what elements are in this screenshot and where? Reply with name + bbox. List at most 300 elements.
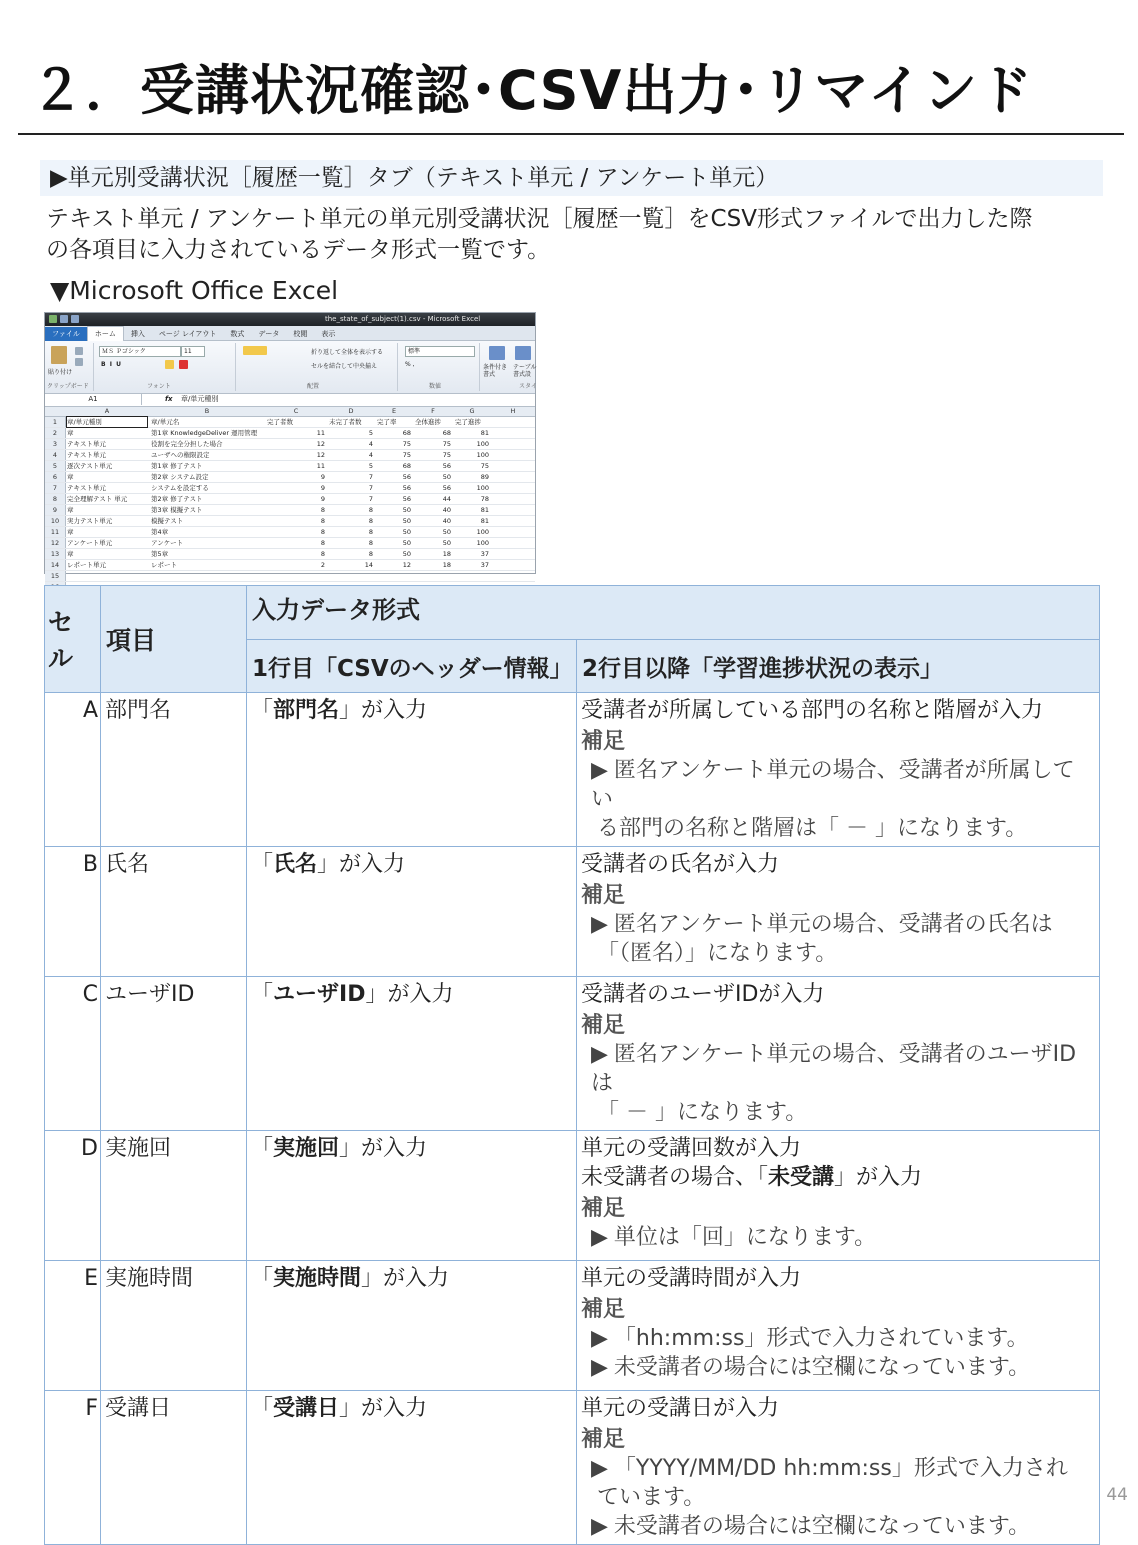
excel-cell: 68: [402, 429, 411, 437]
excel-row: [45, 538, 535, 549]
cell-letter: D: [45, 1131, 101, 1261]
row-number: 5: [45, 461, 66, 471]
format-line: [581, 980, 1095, 1009]
header-cell: セル: [45, 586, 101, 693]
excel-cell: 9: [320, 495, 325, 503]
excel-cell: 56: [402, 495, 411, 503]
format-line: [581, 696, 1095, 725]
header-value: ユーザID: [273, 982, 366, 1007]
number-format-box: 標準: [405, 346, 475, 357]
column-header: B: [204, 407, 210, 415]
description-line: の各項目に入力されているデータ形式一覧です。: [46, 237, 551, 263]
cell-letter: E: [45, 1261, 101, 1391]
format-line: [581, 1394, 1095, 1423]
excel-cell: 8: [320, 528, 325, 536]
excel-cell: レポート: [151, 561, 177, 569]
excel-cell: 完了者数: [267, 418, 293, 426]
page-title: ２．受講状況確認･CSV出力･リマインド: [30, 59, 1034, 122]
excel-cell: 役割を完全分担した場合: [151, 440, 223, 448]
formula-value: 章/単元種別: [181, 395, 219, 403]
font-color-icon: [179, 360, 188, 369]
font-size-box: 11: [181, 346, 205, 357]
excel-row: [45, 450, 535, 461]
bracket-open: 「: [251, 1266, 274, 1291]
excel-cell: 100: [476, 451, 489, 459]
excel-cell: 75: [442, 451, 451, 459]
item-name: 氏名: [101, 847, 247, 977]
excel-cell: 5: [368, 462, 373, 470]
section-heading: ▶単元別受講状況［履歴一覧］タブ（テキスト単元 / アンケート単元）: [40, 160, 1103, 196]
header-item: 項目: [101, 586, 247, 693]
header-format: [247, 847, 577, 977]
note-line: [581, 910, 1095, 939]
excel-cell: 75: [442, 440, 451, 448]
note-line: [581, 1454, 1095, 1483]
excel-row: [45, 461, 535, 472]
excel-row: [45, 505, 535, 516]
header-value: 実施時間: [273, 1266, 362, 1291]
note-text: 匿名アンケート単元の場合、受講者の氏名は: [613, 912, 1053, 937]
item-name: 実施回: [101, 1131, 247, 1261]
excel-ribbon-tabs: [45, 326, 535, 341]
excel-row: [45, 494, 535, 505]
undo-icon: [71, 315, 79, 323]
excel-tab: ページ レイアウト: [158, 330, 217, 338]
item-name: 受講日: [101, 1391, 247, 1545]
excel-tab: ホーム: [87, 326, 124, 341]
column-header: F: [431, 407, 435, 415]
excel-cell: 章/単元名: [151, 418, 180, 426]
note-title: 補足: [581, 883, 626, 908]
note-line: [581, 1324, 1095, 1353]
excel-cell: 11: [316, 429, 325, 437]
data-format: [577, 1391, 1100, 1545]
excel-cell: 100: [476, 528, 489, 536]
header-value: 氏名: [273, 852, 318, 877]
excel-cell: テキスト単元: [67, 451, 106, 459]
header-format: [247, 977, 577, 1131]
bracket-open: 「: [251, 1136, 274, 1161]
excel-tab: 表示: [321, 330, 336, 338]
row-number: 15: [45, 571, 66, 581]
save-icon: [60, 315, 68, 323]
excel-cell: 50: [402, 539, 411, 547]
excel-cell: 第1章 KnowledgeDeliver 運用管理: [151, 429, 258, 437]
font-name-box: ＭＳ Ｐゴシック: [99, 346, 181, 357]
excel-row: [45, 428, 535, 439]
excel-row: [45, 560, 535, 571]
excel-cell: 8: [368, 528, 373, 536]
header-format: [247, 1391, 577, 1545]
excel-tab: 校閲: [293, 330, 308, 338]
excel-cell: 未完了者数: [329, 418, 362, 426]
conditional-format-icon: [489, 346, 505, 360]
data-format-table: [44, 585, 1100, 1545]
header-suffix: 」が入力: [339, 1136, 428, 1161]
excel-tab: 挿入: [130, 330, 145, 338]
note-arrow-icon: ▶: [591, 758, 608, 783]
excel-cell: 81: [480, 429, 489, 437]
table-row: [45, 693, 1100, 847]
excel-cell: 全体進捗: [415, 418, 441, 426]
excel-logo-icon: [49, 315, 57, 323]
quick-access-toolbar: [49, 315, 109, 324]
description: [46, 204, 1106, 266]
excel-cell: 2: [320, 561, 325, 569]
data-format: [577, 693, 1100, 847]
excel-cell: 89: [480, 473, 489, 481]
table-format-icon: [515, 346, 531, 360]
row-number: 8: [45, 494, 66, 504]
column-header: A: [104, 407, 110, 415]
format-line: [581, 1163, 1095, 1192]
formula-bar: [45, 394, 535, 407]
excel-cell: 第3章 模擬テスト: [151, 506, 203, 514]
note-title: 補足: [581, 1196, 626, 1221]
note-text: 匿名アンケート単元の場合、受講者が所属してい: [591, 758, 1075, 812]
data-format: [577, 847, 1100, 977]
note-text: ています。: [597, 1485, 706, 1510]
header-value: 実施回: [273, 1136, 340, 1161]
alignment-group-label: 配置: [307, 383, 320, 390]
note-arrow-icon: ▶: [591, 1042, 608, 1067]
table-format-label: テーブル 書式設: [513, 364, 537, 378]
excel-cell: 完了進捗: [455, 418, 481, 426]
fx-icon: fx: [165, 395, 173, 403]
note-line: [581, 756, 1095, 814]
table-row: [45, 1261, 1100, 1391]
header-value: 部門名: [273, 698, 340, 723]
excel-cell: 75: [480, 462, 489, 470]
excel-cell: 56: [442, 462, 451, 470]
note-line: [581, 939, 1095, 968]
excel-cell: 8: [320, 550, 325, 558]
excel-cell: 章: [67, 550, 74, 558]
row-number: 10: [45, 516, 66, 526]
excel-cell: 100: [476, 484, 489, 492]
excel-cell: 50: [402, 550, 411, 558]
excel-row: [45, 516, 535, 527]
header-input-format: 入力データ形式: [247, 586, 1100, 640]
excel-cell: 9: [320, 484, 325, 492]
number-group-label: 数値: [429, 383, 442, 390]
excel-cell: 14: [364, 561, 373, 569]
excel-cell: 50: [402, 517, 411, 525]
description-line: テキスト単元 / アンケート単元の単元別受講状況［履歴一覧］をCSV形式ファイルで出力した際: [46, 206, 1033, 232]
excel-tab: ファイル: [45, 327, 87, 341]
excel-cell: 11: [316, 462, 325, 470]
column-header-row: [45, 407, 535, 417]
excel-cell: 8: [320, 539, 325, 547]
note-arrow-icon: ▶: [591, 912, 608, 937]
excel-cell: 56: [442, 484, 451, 492]
paste-label: 貼り付け: [48, 369, 73, 376]
column-header: D: [348, 407, 354, 415]
title-divider: [18, 133, 1124, 135]
excel-row: [45, 439, 535, 450]
item-name: 実施時間: [101, 1261, 247, 1391]
line-text: 単元の受講日が入力: [581, 1396, 780, 1421]
styles-group: [481, 343, 541, 391]
row-number: 13: [45, 549, 66, 559]
excel-cell: 8: [368, 506, 373, 514]
excel-cell: 40: [442, 517, 451, 525]
row-number: 2: [45, 428, 66, 438]
row-number: 9: [45, 505, 66, 515]
conditional-format-label: 条件付き 書式: [483, 364, 508, 378]
paste-icon: [51, 346, 67, 364]
bracket-open: 「: [251, 698, 274, 723]
line-text: 単元の受講回数が入力: [581, 1136, 802, 1161]
excel-cell: 章: [67, 506, 74, 514]
header-suffix: 」が入力: [317, 852, 406, 877]
header-row2: 2行目以降「学習進捗状況の表示」: [577, 640, 1100, 693]
bold-icon: B I U: [101, 361, 122, 368]
note-text: 「YYYY/MM/DD hh:mm:ss」形式で入力され: [613, 1456, 1068, 1481]
table-row: [45, 847, 1100, 977]
format-line: [581, 1264, 1095, 1293]
excel-cell: テキスト単元: [67, 440, 106, 448]
note-text: 「（匿名）」になります。: [597, 941, 838, 966]
excel-cell: 章: [67, 473, 74, 481]
excel-cell: 50: [402, 528, 411, 536]
line-text: 未受講者の場合、「: [581, 1165, 769, 1190]
font-group: [95, 343, 236, 391]
note-line: [581, 1512, 1095, 1541]
note-arrow-icon: ▶: [591, 1326, 608, 1351]
cell-letter: B: [45, 847, 101, 977]
excel-cell: 56: [402, 484, 411, 492]
cell-letter: C: [45, 977, 101, 1131]
excel-cell: 68: [442, 429, 451, 437]
header-format: [247, 1261, 577, 1391]
fill-color-icon: [165, 360, 174, 369]
cell-letter: F: [45, 1391, 101, 1545]
row-number: 1: [45, 417, 66, 427]
excel-row: [45, 549, 535, 560]
excel-cell: 40: [442, 506, 451, 514]
clipboard-group: [45, 343, 94, 391]
table-row: [45, 1131, 1100, 1261]
excel-cell: 18: [442, 550, 451, 558]
note-text: 「hh:mm:ss」形式で入力されています。: [613, 1326, 1029, 1351]
align-icon: [243, 346, 267, 355]
excel-cell: 7: [368, 495, 373, 503]
excel-cell: 37: [480, 561, 489, 569]
copy-icon: [75, 358, 83, 366]
font-group-label: フォント: [147, 383, 171, 390]
name-box: A1: [45, 394, 142, 405]
excel-cell: 7: [368, 473, 373, 481]
percent-icon: % ,: [405, 361, 415, 368]
alignment-group: [237, 343, 398, 391]
format-line: [581, 850, 1095, 879]
excel-cell: 75: [402, 440, 411, 448]
table-row: [45, 1391, 1100, 1545]
header-row1: 1行目「CSVのヘッダー情報」: [247, 640, 577, 693]
excel-cell: 第2章 システム設定: [151, 473, 209, 481]
header-suffix: 」が入力: [361, 1266, 450, 1291]
excel-cell: 68: [402, 462, 411, 470]
excel-cell: 第2章 修了テスト: [151, 495, 203, 503]
excel-cell: 4: [368, 451, 373, 459]
column-header: H: [510, 407, 516, 415]
excel-cell: 第1章 修了テスト: [151, 462, 203, 470]
line-text: 単元の受講時間が入力: [581, 1266, 802, 1291]
excel-cell: 章/単元種別: [67, 417, 147, 427]
column-header: E: [391, 407, 397, 415]
note-arrow-icon: ▶: [591, 1456, 608, 1481]
excel-cell: ユーザへの権限設定: [151, 451, 210, 459]
excel-cell: 50: [402, 506, 411, 514]
excel-cell: 8: [320, 506, 325, 514]
data-format: [577, 977, 1100, 1131]
row-number: 14: [45, 560, 66, 570]
bracket-open: 「: [251, 852, 274, 877]
excel-cell: 50: [442, 473, 451, 481]
excel-cell: 100: [476, 440, 489, 448]
excel-cell: 第4章: [151, 528, 169, 536]
note-title: 補足: [581, 1297, 626, 1322]
note-line: [581, 1353, 1095, 1382]
note-line: [581, 814, 1095, 843]
page-number: 44: [1106, 1485, 1128, 1505]
note-line: [581, 1098, 1095, 1127]
header-suffix: 」が入力: [339, 698, 428, 723]
cut-icon: [75, 347, 83, 355]
note-line: [581, 1040, 1095, 1098]
excel-cell: 逐次テスト単元: [67, 462, 113, 470]
note-arrow-icon: ▶: [591, 1514, 608, 1539]
note-text: 未受講者の場合には空欄になっています。: [613, 1355, 1031, 1380]
excel-cell: 4: [368, 440, 373, 448]
line-text: 受講者のユーザIDが入力: [581, 982, 825, 1007]
excel-cell: 75: [402, 451, 411, 459]
excel-row: [45, 472, 535, 483]
merge-center-button: セルを結合して中央揃え: [311, 363, 378, 370]
excel-tab: データ: [258, 330, 280, 338]
excel-cell: 章: [67, 528, 74, 536]
column-header: C: [293, 407, 299, 415]
excel-cell: 56: [402, 473, 411, 481]
excel-cell: 実力テスト単元: [67, 517, 113, 525]
excel-ribbon: [45, 341, 535, 394]
row-number: 6: [45, 472, 66, 482]
item-name: ユーザID: [101, 977, 247, 1131]
bracket-open: 「: [251, 1396, 274, 1421]
cell-letter: A: [45, 693, 101, 847]
excel-cell: 8: [368, 539, 373, 547]
excel-cell: 章: [67, 429, 74, 437]
excel-cell: 78: [480, 495, 489, 503]
header-format: [247, 1131, 577, 1261]
header-suffix: 」が入力: [339, 1396, 428, 1421]
excel-cell: 12: [316, 451, 325, 459]
styles-group-label: スタイ: [519, 383, 537, 390]
note-arrow-icon: ▶: [591, 1225, 608, 1250]
row-number: 7: [45, 483, 66, 493]
excel-row: [45, 527, 535, 538]
excel-row: [45, 483, 535, 494]
excel-cell: システムを設定する: [151, 484, 209, 492]
excel-cell: 8: [368, 550, 373, 558]
excel-row: [45, 571, 535, 582]
row-number: 11: [45, 527, 66, 537]
excel-cell: 12: [402, 561, 411, 569]
note-title: 補足: [581, 729, 626, 754]
excel-grid: [45, 407, 535, 593]
excel-cell: 18: [442, 561, 451, 569]
table-row: [45, 977, 1100, 1131]
excel-cell: 50: [442, 528, 451, 536]
note-text: る部門の名称と階層は「 － 」になります。: [597, 816, 1028, 841]
note-line: [581, 1223, 1095, 1252]
bracket-open: 「: [251, 982, 274, 1007]
row-number: 3: [45, 439, 66, 449]
excel-cell: 50: [442, 539, 451, 547]
excel-cell: テキスト単元: [67, 484, 106, 492]
excel-cell: 81: [480, 517, 489, 525]
excel-cell: 完全理解テスト 単元: [67, 495, 128, 503]
note-text: 単位は「回」になります。: [613, 1225, 877, 1250]
note-text: 「 － 」になります。: [597, 1100, 808, 1125]
excel-cell: 第5章: [151, 550, 169, 558]
data-format: [577, 1261, 1100, 1391]
excel-screenshot: [44, 312, 537, 580]
excel-cell: 81: [480, 506, 489, 514]
table-body: [45, 693, 1100, 1545]
excel-cell: 100: [476, 539, 489, 547]
item-name: 部門名: [101, 693, 247, 847]
note-text: 匿名アンケート単元の場合、受講者のユーザIDは: [591, 1042, 1077, 1096]
note-text: 未受講者の場合には空欄になっています。: [613, 1514, 1031, 1539]
column-header: G: [469, 407, 475, 415]
excel-cell: 7: [368, 484, 373, 492]
wrap-text-button: 折り返して全体を表示する: [311, 349, 384, 356]
excel-cell: 5: [368, 429, 373, 437]
note-line: [581, 1483, 1095, 1512]
excel-cell: アンケート: [151, 539, 184, 547]
line-text: 受講者が所属している部門の名称と階層が入力: [581, 698, 1044, 723]
note-title: 補足: [581, 1427, 626, 1452]
excel-cell: レポート単元: [67, 561, 106, 569]
excel-cell: 8: [368, 517, 373, 525]
data-format: [577, 1131, 1100, 1261]
clipboard-group-label: クリップボード: [47, 383, 89, 390]
note-title: 補足: [581, 1013, 626, 1038]
header-value: 受講日: [273, 1396, 340, 1421]
excel-window-title: the_state_of_subject(1).csv - Microsoft Excel: [325, 315, 481, 323]
line-text: 受講者の氏名が入力: [581, 852, 780, 877]
number-group: [399, 343, 480, 391]
excel-label: ▼Microsoft Office Excel: [50, 276, 339, 305]
excel-tab: 数式: [230, 330, 245, 338]
excel-cell: 37: [480, 550, 489, 558]
excel-cell: アンケート単元: [67, 539, 113, 547]
line-suffix: 」が入力: [834, 1165, 923, 1190]
note-arrow-icon: ▶: [591, 1355, 608, 1380]
row-number: 12: [45, 538, 66, 548]
header-suffix: 」が入力: [365, 982, 454, 1007]
excel-cell: 44: [442, 495, 451, 503]
format-line: [581, 1134, 1095, 1163]
row-number: 4: [45, 450, 66, 460]
excel-row: [45, 417, 535, 428]
excel-cell: 完了率: [377, 418, 397, 426]
line-bold: 未受講: [768, 1165, 835, 1190]
excel-cell: 9: [320, 473, 325, 481]
excel-cell: 8: [320, 517, 325, 525]
